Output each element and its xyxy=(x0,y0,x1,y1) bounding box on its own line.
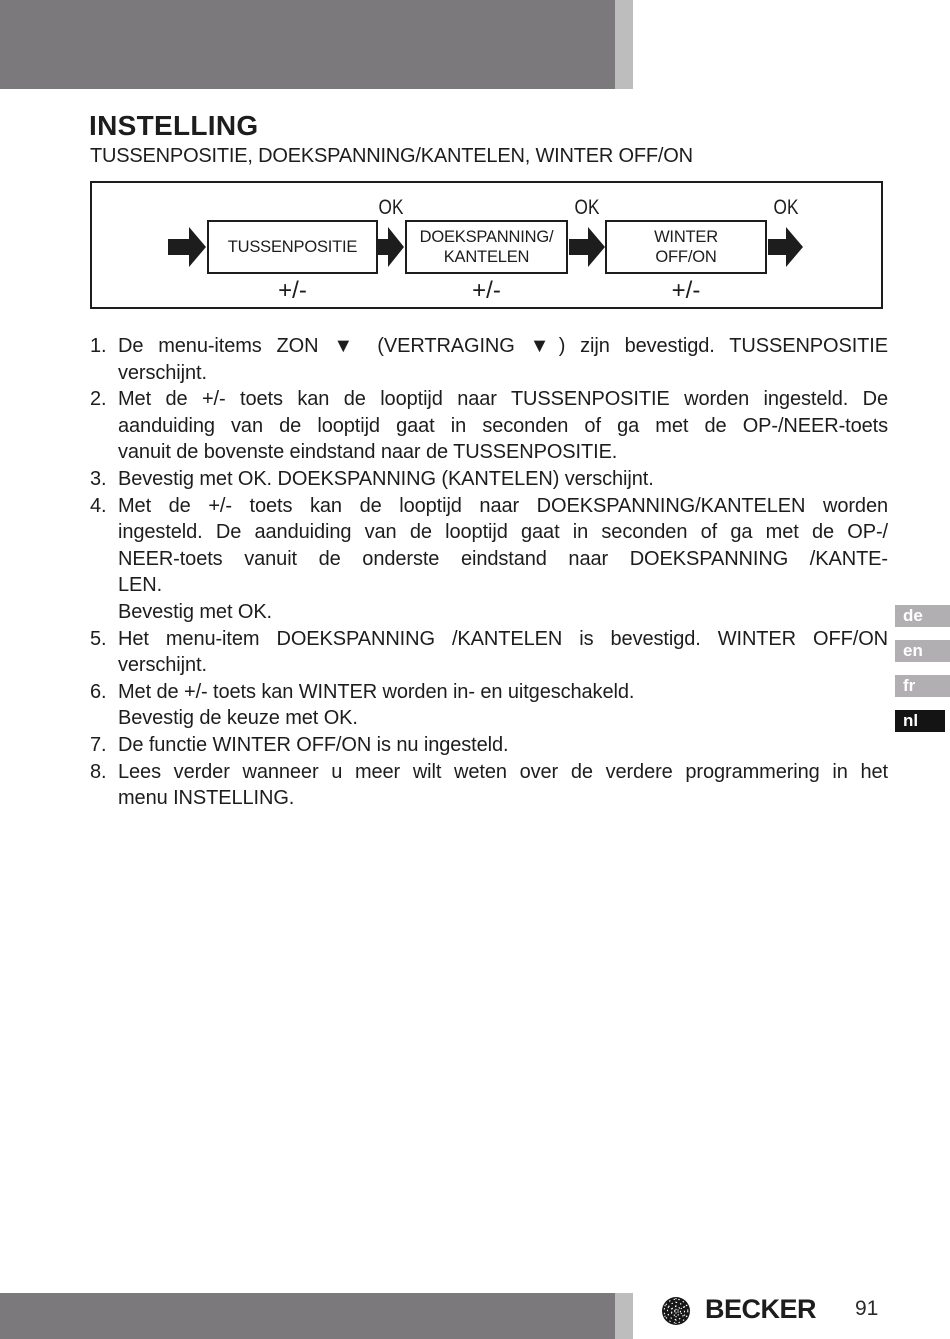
page-subtitle: TUSSENPOSITIE, DOEKSPANNING/KANTELEN, WINTER OFF/ON xyxy=(90,145,693,167)
becker-globe-logo-icon xyxy=(661,1296,691,1326)
bottom-band-accent xyxy=(615,1293,633,1339)
item-number: 6. xyxy=(90,680,107,703)
item-text xyxy=(118,679,888,732)
flow-arrow-icon xyxy=(768,227,803,267)
flow-step-tussenpositie xyxy=(207,220,378,274)
flow-arrow-icon xyxy=(569,227,605,267)
instruction-line: aanduiding van de looptijd gaat in seconden of ga met de OP-/NEER-toets xyxy=(118,414,888,437)
item-text xyxy=(118,466,888,493)
plus-minus-label: +/- xyxy=(278,277,307,304)
list-item xyxy=(90,759,888,812)
item-number: 3. xyxy=(90,467,107,490)
list-item xyxy=(90,386,888,466)
list-item xyxy=(90,679,888,732)
item-text xyxy=(118,493,888,626)
language-tab-fr: fr xyxy=(895,675,950,697)
flow-arrow-icon xyxy=(378,227,404,267)
instruction-line: Lees verder wanneer u meer wilt weten over de verdere programmering in het xyxy=(118,760,888,783)
instruction-line: Bevestig met OK. DOEKSPANNING (KANTELEN) verschijnt. xyxy=(118,467,654,490)
list-item xyxy=(90,466,888,493)
list-item xyxy=(90,333,888,386)
instruction-line: vanuit de bovenste eindstand naar de TUSSENPOSITIE. xyxy=(118,441,618,464)
flow-step-label: DOEKSPANNING/ xyxy=(419,228,554,246)
instruction-list xyxy=(90,333,888,812)
flow-step-label: TUSSENPOSITIE xyxy=(227,238,358,256)
bottom-band xyxy=(0,1293,615,1339)
item-number: 1. xyxy=(90,335,107,357)
language-tab-nl-active: nl xyxy=(895,710,945,732)
instruction-line: Het menu-item DOEKSPANNING /KANTELEN is bevestigd. WINTER OFF/ON xyxy=(118,627,888,650)
flow-step-label: KANTELEN xyxy=(443,248,530,266)
instruction-line: verschijnt. xyxy=(118,361,207,384)
instruction-line: Bevestig met OK. xyxy=(118,600,273,623)
menu-flow-diagram xyxy=(90,181,883,309)
flow-step-winter-offon xyxy=(605,220,767,274)
item-text xyxy=(118,333,888,386)
item-text xyxy=(118,626,888,679)
language-tab-en: en xyxy=(895,640,950,662)
top-band-accent xyxy=(615,0,633,89)
instruction-line: Met de +/- toets kan de looptijd naar TUSSENPOSITIE worden ingesteld. De xyxy=(118,388,888,411)
item-text xyxy=(118,759,888,812)
list-item xyxy=(90,626,888,679)
instruction-line: NEER-toets vanuit de onderste eindstand naar DOEKSPANNING /KANTE- xyxy=(118,547,888,570)
instruction-line: menu INSTELLING. xyxy=(118,787,295,810)
flow-step-label: OFF/ON xyxy=(655,248,717,266)
list-item xyxy=(90,493,888,626)
instruction-line: verschijnt. xyxy=(118,654,207,677)
list-item xyxy=(90,732,888,759)
instruction-line: De menu-items ZON ▼ (VERTRAGING ▼) zijn bevestigd. TUSSENPOSITIE xyxy=(118,335,888,357)
language-tab-de: de xyxy=(895,605,950,627)
instruction-line: LEN. xyxy=(118,574,163,597)
item-number: 4. xyxy=(90,494,107,517)
instruction-line: De functie WINTER OFF/ON is nu ingesteld. xyxy=(118,733,509,756)
plus-minus-label: +/- xyxy=(472,277,501,304)
item-text xyxy=(118,386,888,466)
item-number: 5. xyxy=(90,627,107,650)
page-title: INSTELLING xyxy=(89,110,259,141)
instruction-line: ingesteld. De aanduiding van de looptijd gaat in seconden of ga met de OP-/ xyxy=(118,521,888,544)
flow-step-doekspanning-kantelen xyxy=(405,220,568,274)
brand-wordmark: BECKER xyxy=(705,1294,817,1324)
ok-label: OK xyxy=(574,196,600,219)
item-number: 7. xyxy=(90,733,107,756)
item-number: 8. xyxy=(90,760,107,783)
instruction-line: Bevestig de keuze met OK. xyxy=(118,707,358,730)
instruction-line: Met de +/- toets kan de looptijd naar DOEKSPANNING/KANTELEN worden xyxy=(118,494,888,517)
item-number: 2. xyxy=(90,388,107,411)
flow-arrow-icon xyxy=(168,227,206,267)
item-text xyxy=(118,732,888,759)
page-number: 91 xyxy=(855,1297,879,1320)
instruction-line: Met de +/- toets kan WINTER worden in- en uitgeschakeld. xyxy=(118,680,635,703)
top-band xyxy=(0,0,615,89)
ok-label: OK xyxy=(378,196,404,219)
plus-minus-label: +/- xyxy=(671,277,701,304)
ok-label: OK xyxy=(773,196,799,219)
flow-step-label: WINTER xyxy=(654,228,718,246)
